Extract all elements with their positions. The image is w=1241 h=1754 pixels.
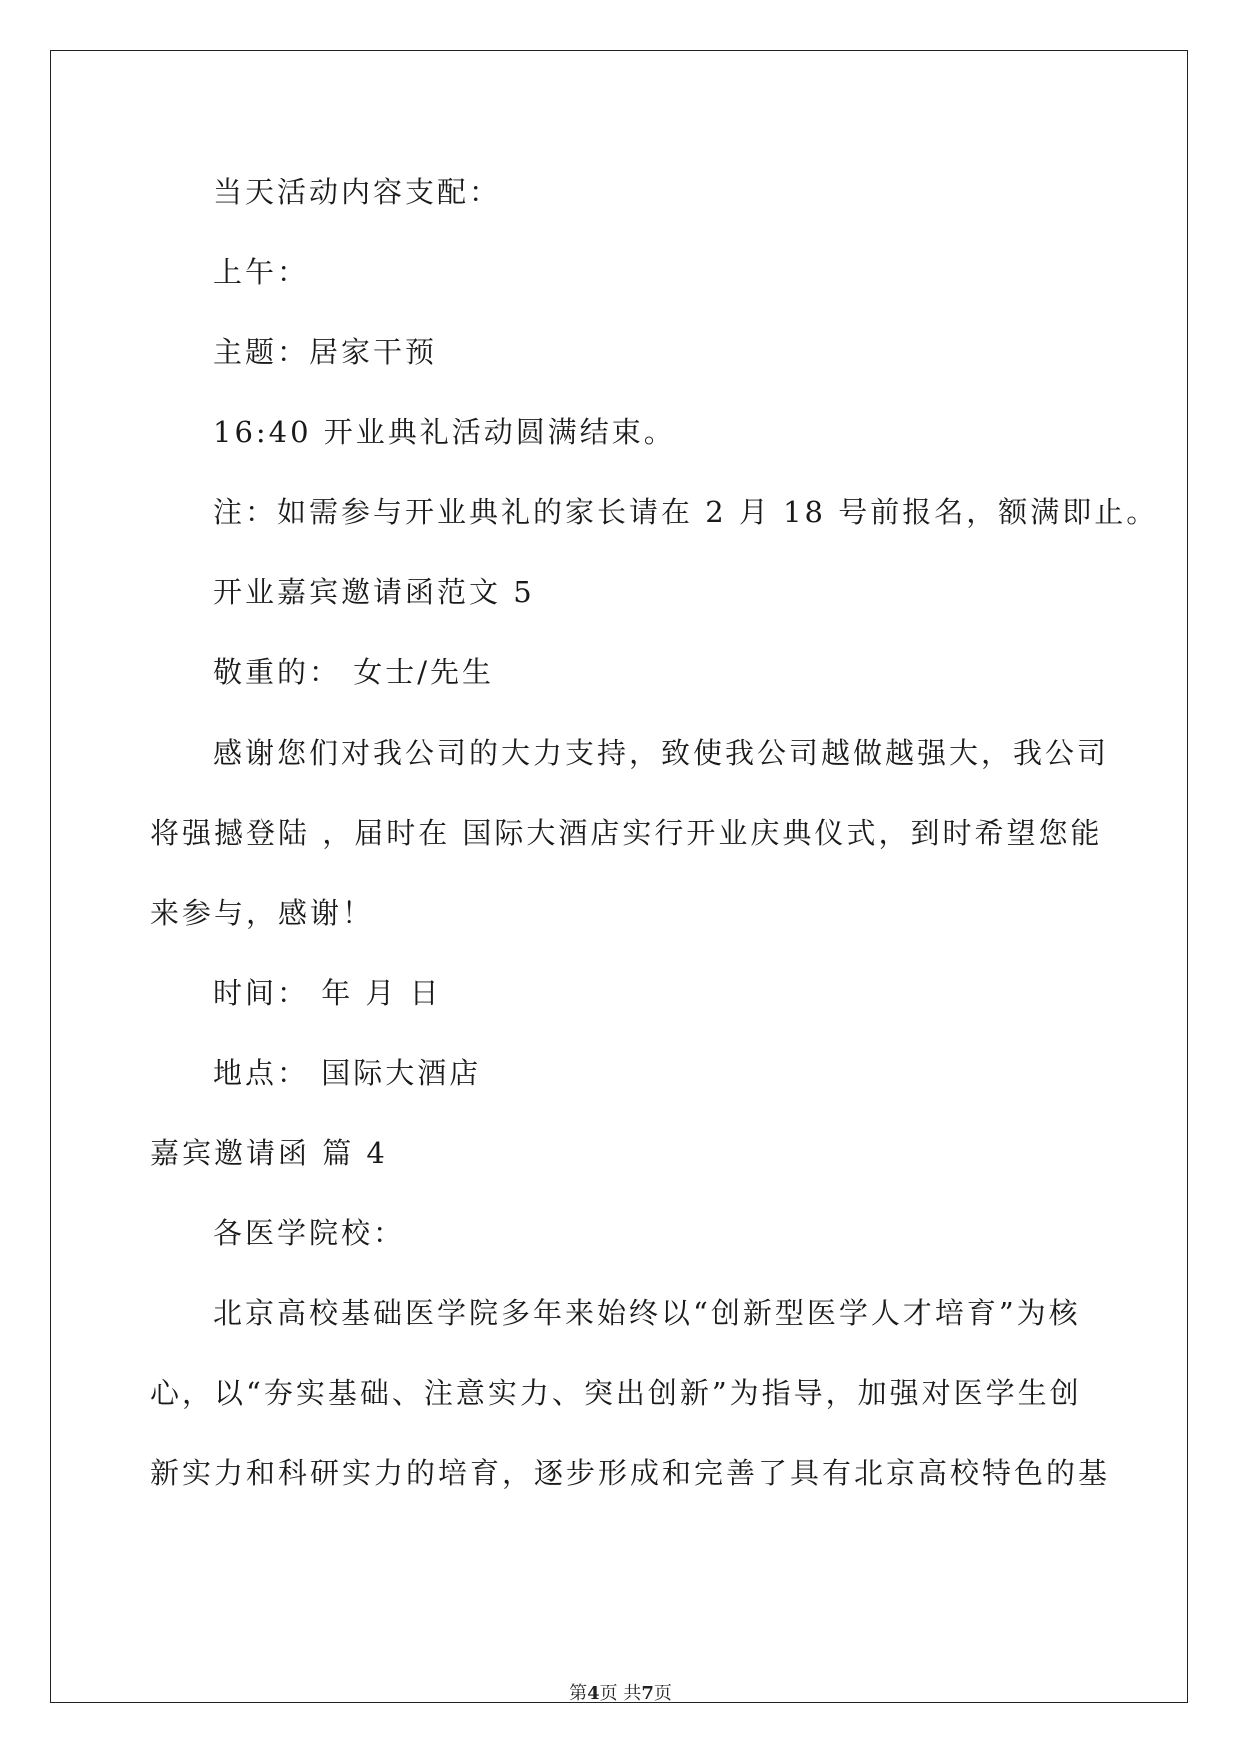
text-line: 时间： 年 月 日 [213,976,442,1010]
footer-suffix: 页 [653,1683,672,1704]
text-line: 北京高校基础医学院多年来始终以“创新型医学人才培育”为核 [213,1296,1081,1330]
footer-mid: 页 共 [599,1683,642,1704]
section-heading: 开业嘉宾邀请函范文 5 [213,575,535,609]
text-line: 注：如需参与开业典礼的家长请在 2 月 18 号前报名，额满即止。 [213,495,1159,529]
text-line: 地点： 国际大酒店 [213,1056,482,1090]
text-line: 16:40 开业典礼活动圆满结束。 [213,415,676,449]
text-line: 心，以“夯实基础、注意实力、突出创新”为指导，加强对医学生创 [150,1376,1082,1410]
text-line: 各医学院校： [213,1216,406,1250]
text-line: 感谢您们对我公司的大力支持，致使我公司越做越强大，我公司 [213,736,1110,770]
text-line: 敬重的： 女士/先生 [213,655,494,689]
text-line: 新实力和科研实力的培育，逐步形成和完善了具有北京高校特色的基 [150,1456,1111,1490]
total-pages-number: 7 [641,1683,654,1704]
text-line: 将强撼登陆 ，届时在 国际大酒店实行开业庆典仪式，到时希望您能 [150,816,1103,850]
text-line: 上午： [213,255,310,289]
page-footer [0,1682,1241,1706]
text-line: 当天活动内容支配： [213,175,502,209]
text-line: 主题：居家干预 [213,335,438,369]
current-page-number: 4 [587,1683,600,1704]
section-heading: 嘉宾邀请函 篇 4 [150,1136,388,1170]
footer-prefix: 第 [569,1683,588,1704]
text-line: 来参与，感谢！ [150,896,375,930]
